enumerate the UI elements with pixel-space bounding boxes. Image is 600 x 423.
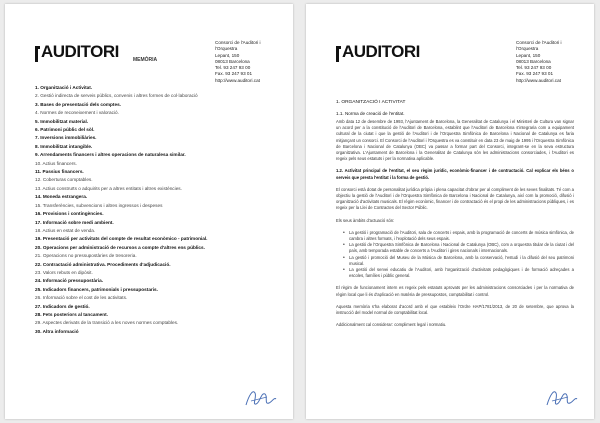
index-item: 3. Bases de presentació dels comptes. bbox=[35, 101, 121, 107]
address-line: http://www.auditori.cat bbox=[215, 77, 260, 83]
index-item: 14. Moneda estrangera. bbox=[35, 194, 88, 200]
signature-icon bbox=[544, 385, 580, 411]
logo-mark-icon bbox=[35, 46, 40, 62]
index-item: 11. Passius financers. bbox=[35, 169, 84, 175]
index-item: 9. Arrendaments financers i altres operacions de naturalesa similar. bbox=[35, 152, 186, 158]
section-title: 1. ORGANITZACIÓ I ACTIVITAT bbox=[336, 100, 406, 105]
index-item: 20. Operacions per administració de recursos a compte d'altres ens públics. bbox=[35, 244, 205, 250]
logo-mark-icon bbox=[336, 46, 341, 62]
address-block bbox=[215, 40, 261, 84]
logo-text: AUDITORI bbox=[41, 42, 119, 61]
paragraph: Els seus àmbits d'actuació són: bbox=[336, 217, 395, 223]
index-item: 1. Organització i Activitat. bbox=[35, 85, 93, 90]
document-body bbox=[336, 100, 574, 334]
address-line: http://www.auditori.cat bbox=[516, 77, 561, 83]
paragraph: El consorci està dotat de personalitat jurídica pròpia i plena capacitat d'obrar per al compliment de les seves finalitats. Té com a objectiu la gestió de l'Auditori i de l'Orquestra Simfònica de Barcelona i Nacional de Catalunya, així com la promoció, difusió i organització d'activitats musicals. El règim econòmic, financer i de contractació és el propi de les administracions públiques, i es regeix per la Llei de Contractes del Sector Públic. bbox=[336, 186, 574, 211]
auditori-logo bbox=[35, 42, 119, 62]
index-item: 5. Immobilitzat material. bbox=[35, 118, 89, 124]
bullet-list bbox=[336, 230, 574, 280]
index-item: 26. Informació sobre el cost de les activitats. bbox=[35, 295, 128, 301]
document-page-left bbox=[5, 4, 293, 419]
index-item: 17. Informació sobre medi ambient. bbox=[35, 219, 114, 225]
index-item: 25. Indicadors financers, patrimonials i pressupostaris. bbox=[35, 286, 158, 292]
paragraph: Amb data 12 de desembre de 1993, l'Ajuntament de Barcelona, la Generalitat de Catalunya i el Ministeri de Cultura van signar un acord per a la constitució de l'Auditori de Barcelona, establint que l'Auditori de Barcelona s'integraria com a equipament cultural de la ciutat i que la gestió de l'Auditori i de l'Orquestra Simfònica de Barcelona i Nacional de Catalunya es faria mitjançant un consorci. El Consorci de l'Auditori i l'Orquestra es va constituir en data 23 de maig de 1995 i l'Orquestra Simfònica de Barcelona i Nacional de Catalunya (OBC) va passar a formar part del Consorci, integrant-se en la seva estructura organitzativa. L'Ajuntament de Barcelona i la Generalitat de Catalunya són les administracions consorciades, i l'Auditori es regeix pels seus estatuts i per la normativa aplicable. bbox=[336, 119, 574, 162]
address-line: 08013 Barcelona bbox=[215, 58, 250, 64]
list-item: • La gestió de l'Orquestra Simfònica de Barcelona i Nacional de Catalunya (OBC), com a orquestra titular de la ciutat i del país, amb temporada estable de concerts a l'Auditori i gires nacionals i internacionals. bbox=[344, 242, 574, 254]
index-item: 12. Coberturas comptables. bbox=[35, 177, 93, 183]
index-item: 22. Contractació administrativa. Procediments d'adjudicació. bbox=[35, 261, 171, 267]
address-block bbox=[516, 40, 562, 84]
list-item: • La gestió i programació de l'Auditori, sala de concerts i espais, amb la programació de concerts de música simfònica, de cambra i altres formats, i l'explotació dels seus espais. bbox=[344, 230, 574, 242]
index-item: 19. Presentació per activitats del compte de resultat econòmico - patrimonial. bbox=[35, 236, 208, 242]
auditori-logo bbox=[336, 42, 420, 62]
index-item: 21. Operacions no pressupostàries de tresoreria. bbox=[35, 253, 137, 259]
index-item: 10. Actius financers. bbox=[35, 160, 77, 166]
index-item: 24. Informació pressupostària. bbox=[35, 278, 103, 284]
address-line: Consorci de l'Auditori i bbox=[215, 40, 261, 45]
index-item: 28. Fets posteriors al tancament. bbox=[35, 311, 108, 317]
index-item: 23. Valors rebuts en dipòsit. bbox=[35, 269, 93, 275]
address-line: Tel. 93 247 93 00 bbox=[215, 65, 251, 71]
index-item: 29. Aspectes derivats de la transició a les noves normes comptables. bbox=[35, 320, 179, 326]
address-line: Fax. 93 247 93 01 bbox=[516, 71, 554, 77]
index-item: 18. Actius en estat de venda. bbox=[35, 227, 96, 233]
index-item: 2. Gestió indirecta de serveis públics, convenis i altres formes de col·laboració bbox=[35, 93, 198, 99]
list-item: • La gestió i promoció del Museu de la Música de Barcelona, amb la conservació, l'estudi i la difusió del seu patrimoni musical. bbox=[344, 255, 574, 267]
paragraph: El règim de funcionament intern es regeix pels estatuts aprovats per les administracions consorciades i per la normativa de règim local que li és d'aplicació en matèria de pressupostos, comptabilitat i control. bbox=[336, 285, 574, 297]
address-line: l'Orquestra bbox=[516, 46, 539, 52]
list-item: • La gestió del servei educatiu de l'Auditori, amb l'organització d'activitats pedagògiques i de formació adreçades a escoles, famílies i públic general. bbox=[344, 267, 574, 279]
address-line: Tel. 93 247 93 00 bbox=[516, 65, 552, 71]
table-of-contents bbox=[35, 86, 275, 338]
index-item: 8. Immobilitzat intangible. bbox=[35, 143, 93, 149]
index-item: 6. Patrimoni públic del sòl. bbox=[35, 127, 95, 133]
address-line: Lepant, 150 bbox=[516, 52, 541, 58]
index-item: 27. Indicadors de gestió. bbox=[35, 303, 90, 309]
index-item: 4. Normes de reconeixement i valoració. bbox=[35, 110, 119, 116]
bold-paragraph: 1.2. Activitat principal de l'entitat, el seu règim jurídic, econòmic-financer i de contractació. Cal explicar els béns o serveis que presta l'entitat i la forma de gestió. bbox=[336, 168, 574, 180]
address-line: Consorci de l'Auditori i bbox=[516, 40, 562, 45]
paragraph: Addicionalment cal considerar: compliment legal i normatiu. bbox=[336, 322, 447, 328]
address-line: 08013 Barcelona bbox=[516, 58, 551, 64]
paragraph: Aquesta memòria s'ha elaborat d'acord amb el que estableix l'Ordre HAP/1781/2013, de 20 de setembre, que aprova la instrucció del model normal de comptabilitat local. bbox=[336, 303, 574, 316]
index-item: 15. Transferències, subvencions i altres ingressos i despeses bbox=[35, 202, 163, 208]
document-subtitle: MEMÒRIA bbox=[133, 57, 158, 63]
address-line: Fax. 93 247 93 01 bbox=[215, 71, 253, 77]
address-line: l'Orquestra bbox=[215, 46, 238, 52]
logo-text: AUDITORI bbox=[342, 42, 420, 61]
index-item: 7. Inversions immobiliàries. bbox=[35, 135, 97, 141]
document-page-right bbox=[306, 4, 594, 419]
signature-icon bbox=[243, 385, 279, 411]
index-item: 13. Actius construïts o adquirits per a altres entitats i altres existències. bbox=[35, 185, 182, 191]
index-item: 30. Altra informació bbox=[35, 328, 79, 334]
subsection-title: 1.1. Norma de creació de l'entitat. bbox=[336, 111, 405, 116]
address-line: Lepant, 150 bbox=[215, 52, 240, 58]
index-item: 16. Provisions i contingències. bbox=[35, 211, 104, 217]
